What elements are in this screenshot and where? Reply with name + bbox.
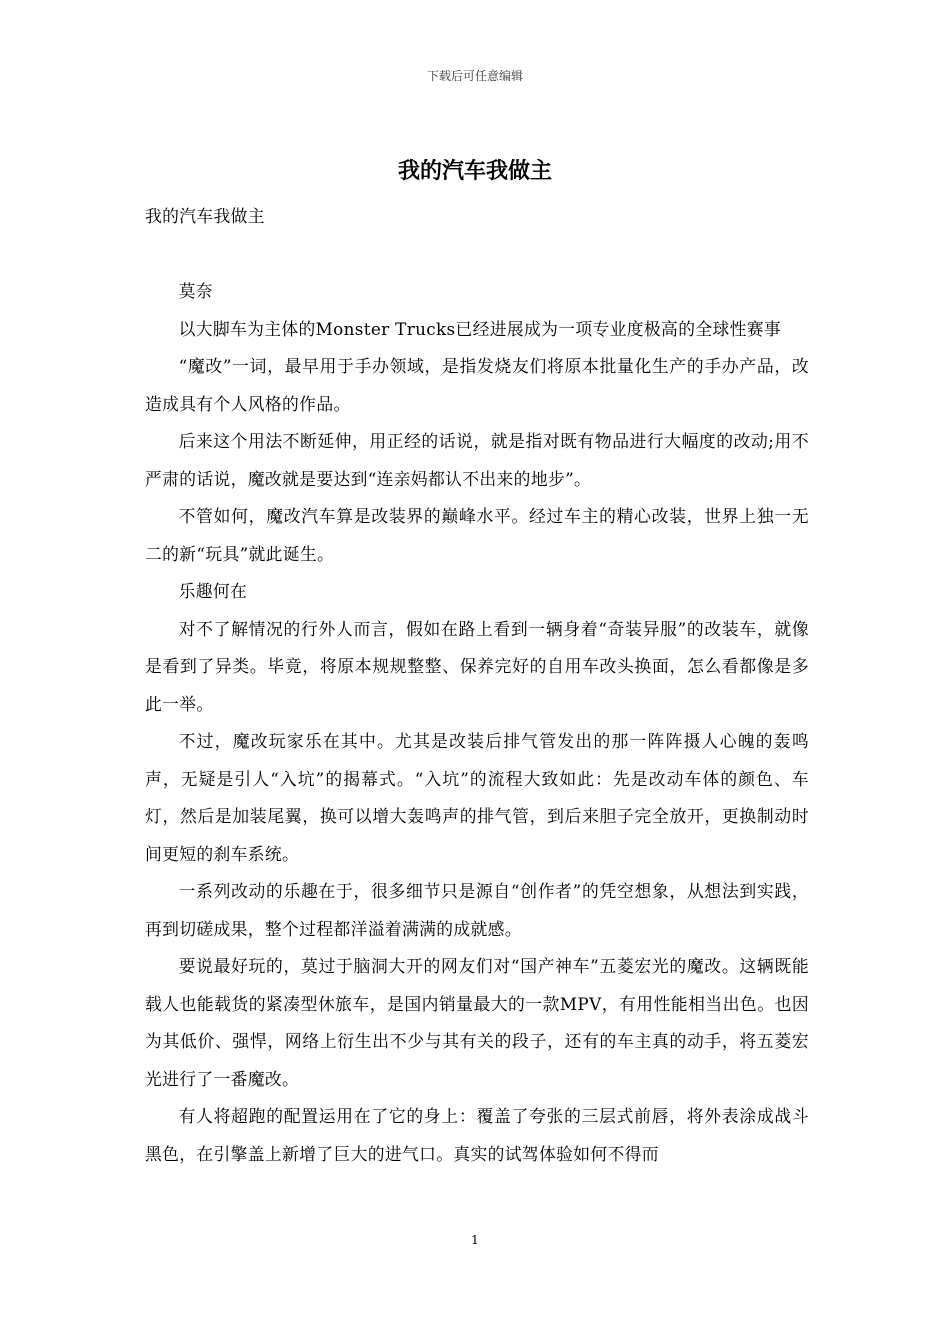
paragraph: “魔改”一词，最早用于手办领域，是指发烧友们将原本批量化生产的手办产品，改造成具有个人风格的作品。 [145,356,809,414]
section-heading: 乐趣何在 [178,581,248,601]
document-body [145,198,809,1173]
page-number: 1 [471,1233,479,1247]
blank-line [145,236,809,274]
paragraph: 一系列改动的乐趣在于，很多细节只是源自“创作者”的凭空想象，从想法到实践，再到切磋成果，整个过程都洋溢着满满的成就感。 [145,881,809,939]
author-line: 莫奈 [178,281,213,301]
paragraph: 不管如何，魔改汽车算是改装界的巅峰水平。经过车主的精心改装，世界上独一无二的新“玩具”就此诞生。 [145,506,809,564]
paragraph: 对不了解情况的行外人而言，假如在路上看到一辆身着“奇装异服”的改装车，就像是看到了异类。毕竟，将原本规规整整、保养完好的自用车改头换面，怎么看都像是多此一举。 [145,618,809,714]
paragraph: 后来这个用法不断延伸，用正经的话说，就是指对既有物品进行大幅度的改动;用不严肃的话说，魔改就是要达到“连亲妈都认不出来的地步”。 [145,431,809,489]
paragraph: 有人将超跑的配置运用在了它的身上：覆盖了夸张的三层式前唇，将外表涂成战斗黑色，在引擎盖上新增了巨大的进气口。真实的试驾体验如何不得而 [145,1106,809,1164]
paragraph: 不过，魔改玩家乐在其中。尤其是改装后排气管发出的那一阵阵摄人心魄的轰鸣声，无疑是引人“入坑”的揭幕式。“入坑”的流程大致如此：先是改动车体的颜色、车灯，然后是加装尾翼，换可以增大轰鸣声的排气管，到后来胆子完全放开，更换制动时间更短的刹车系统。 [145,731,809,864]
paragraph: 以大脚车为主体的Monster Trucks已经进展成为一项专业度极高的全球性赛事 [178,318,781,339]
page-header: 下载后可任意编辑 [426,69,523,83]
document-title: 我的汽车我做主 [397,158,552,184]
paragraph: 要说最好玩的，莫过于脑洞大开的网友们对“国产神车”五菱宏光的魔改。这辆既能载人也能载货的紧凑型休旅车，是国内销量最大的一款MPV，有用性能相当出色。也因为其低价、强悍，网络上衍生出不少与其有关的段子，还有的车主真的动手，将五菱宏光进行了一番魔改。 [145,956,809,1089]
subtitle-line: 我的汽车我做主 [145,206,265,226]
